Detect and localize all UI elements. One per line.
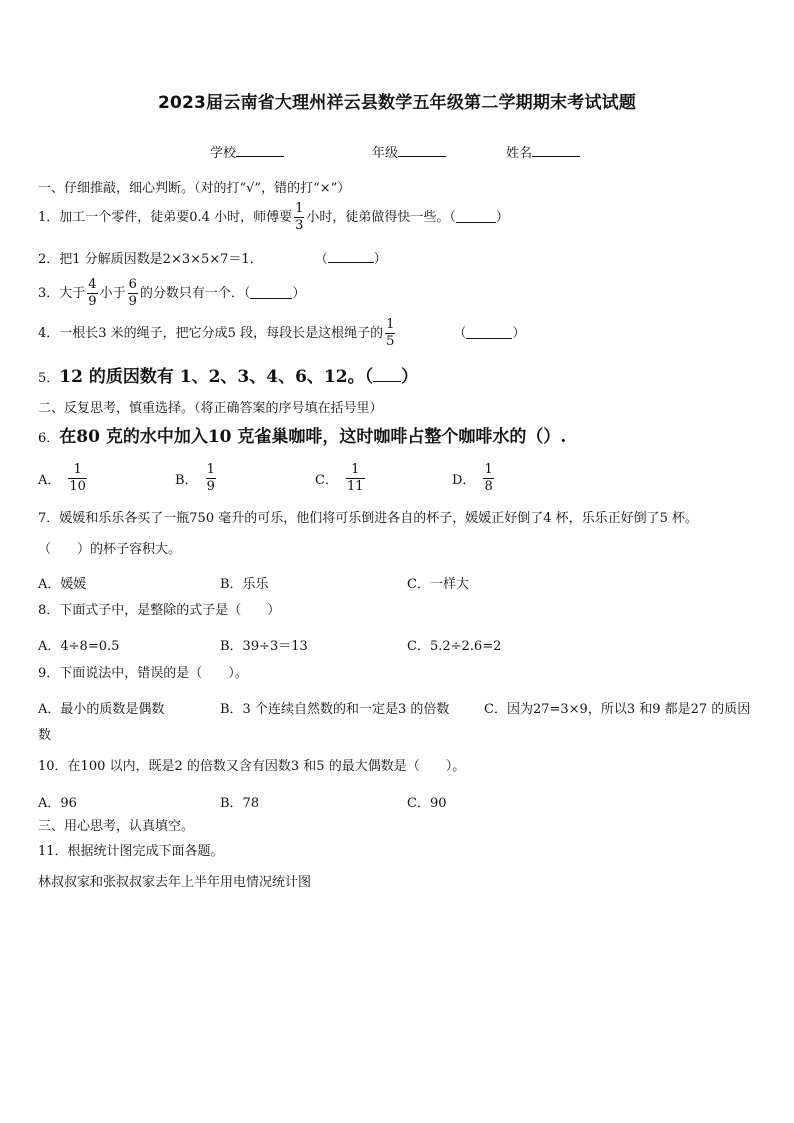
option-b[interactable]: B． $\frac{1}{9}$ [175, 462, 215, 494]
chart-caption: 林叔叔家和张叔叔家去年上半年用电情况统计图 [38, 875, 312, 890]
option-b[interactable]: B．3 个连续自然数的和一定是3 的倍数 [220, 702, 450, 717]
question-7: 7．媛媛和乐乐各买了一瓶750 毫升的可乐，他们将可乐倒进各自的杯子，媛媛正好倒了4 杯，乐乐正好倒了5 杯。 [38, 511, 699, 526]
question-2: 2．把1 分解质因数是2×3×5×7＝1． （ ） [38, 252, 387, 267]
option-a[interactable]: A．媛媛 [38, 577, 87, 592]
name-blank[interactable] [532, 145, 580, 157]
option-c[interactable]: C．一样大 [407, 577, 469, 592]
question-11: 11．根据统计图完成下面各题。 [38, 844, 224, 859]
answer-blank[interactable] [250, 287, 292, 299]
option-c[interactable]: C．因为27=3×9，所以3 和9 都是27 的质因 [484, 702, 751, 717]
answer-blank[interactable] [328, 251, 374, 263]
question-10: 10．在100 以内，既是2 的倍数又含有因数3 和5 的最大偶数是（ ）。 [38, 759, 466, 774]
question-6: 6．在80 克的水中加入10 克雀巢咖啡，这时咖啡占整个咖啡水的（）. [38, 427, 567, 447]
option-a[interactable]: A．最小的质数是偶数 [38, 702, 165, 717]
option-b[interactable]: B．78 [220, 796, 260, 811]
question-4: 4．一根长3 米的绳子，把它分成5 段，每段长是这根绳子的 $\frac{1}{5}$ （ ） [38, 317, 526, 349]
option-c[interactable]: C． $\frac{1}{11}$ [315, 462, 364, 494]
question-9: 9．下面说法中，错误的是（ ）。 [38, 666, 248, 681]
school-label: 学校 [210, 146, 237, 161]
option-b[interactable]: B．乐乐 [220, 577, 269, 592]
grade-field [372, 142, 446, 161]
option-a[interactable]: A．4÷8=0.5 [38, 639, 120, 654]
school-blank[interactable] [236, 145, 284, 157]
name-field [506, 142, 580, 161]
fraction: $\frac{4}{9}$ [88, 277, 97, 309]
section-2-heading: 二、反复思考，慎重选择。（将正确答案的序号填在括号里） [38, 401, 383, 416]
option-c-wrap: 数 [38, 728, 52, 743]
option-a[interactable]: A．96 [38, 796, 77, 811]
school-field [210, 142, 284, 161]
option-b[interactable]: B．39÷3＝13 [220, 639, 308, 654]
question-7-continued: （ ）的杯子容积大。 [38, 542, 182, 557]
section-1-heading: 一、仔细推敲，细心判断。（对的打“√”，错的打“×”） [38, 181, 351, 196]
question-3: 3．大于 $\frac{4}{9}$ 小于 $\frac{6}{9}$ 的分数只有一个．（ ） [38, 277, 306, 309]
answer-blank[interactable] [373, 370, 401, 382]
section-3-heading: 三、用心思考，认真填空。 [38, 819, 195, 834]
option-d[interactable]: D． $\frac{1}{8}$ [452, 462, 493, 494]
option-c[interactable]: C．90 [407, 796, 447, 811]
answer-blank[interactable] [466, 327, 512, 339]
name-label: 姓名 [506, 146, 533, 161]
grade-label: 年级 [372, 146, 399, 161]
question-5: 5．12 的质因数有 1、2、3、4、6、12。（ ） [38, 367, 419, 387]
grade-blank[interactable] [398, 145, 446, 157]
page-title: 2023届云南省大理州祥云县数学五年级第二学期期末考试试题 [157, 93, 637, 113]
fraction: $\frac{1}{3}$ [295, 201, 304, 233]
question-1: 1．加工一个零件，徒弟要0.4 小时，师傅要 $\frac{1}{3}$ 小时，徒弟做得快一些。（ ） [38, 201, 509, 233]
option-c[interactable]: C．5.2÷2.6=2 [407, 639, 502, 654]
fraction: $\frac{1}{5}$ [386, 317, 395, 349]
option-a[interactable]: A． $\frac{1}{10}$ [38, 462, 86, 494]
fraction: $\frac{6}{9}$ [128, 277, 137, 309]
answer-blank[interactable] [456, 211, 496, 223]
question-8: 8．下面式子中，是整除的式子是（ ） [38, 603, 281, 618]
